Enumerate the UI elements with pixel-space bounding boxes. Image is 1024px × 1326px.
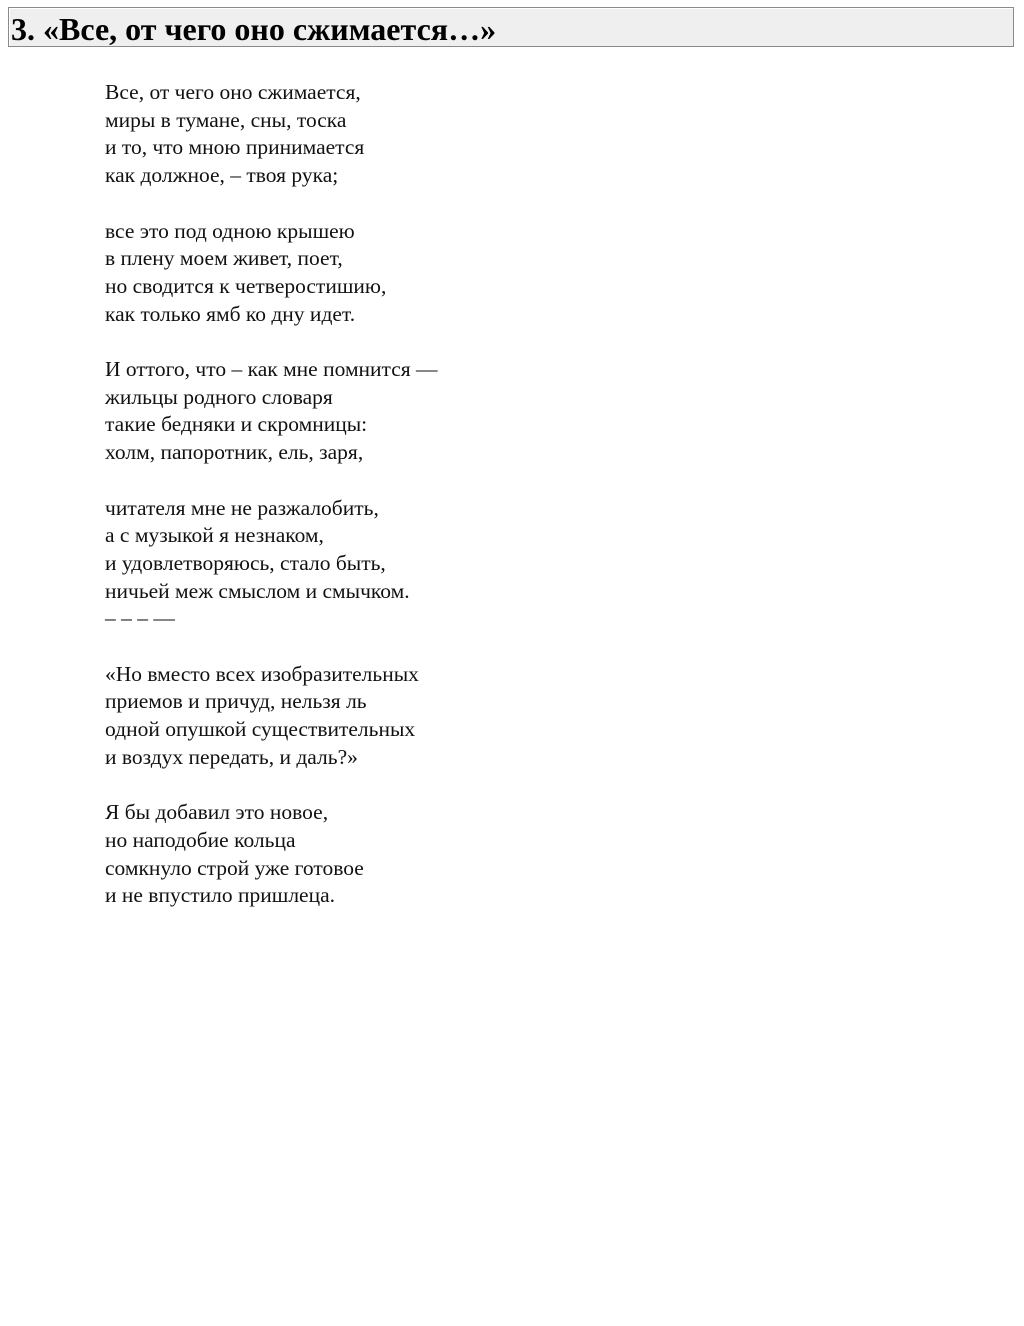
stanza [105, 356, 905, 467]
stanza [105, 495, 905, 634]
poem-line: как только ямб ко дну идет. [105, 301, 356, 326]
stanza [105, 799, 905, 910]
poem-line: и воздух передать, и даль?» [105, 744, 358, 769]
poem-body [105, 79, 905, 910]
poem-line: одной опушкой существительных [105, 717, 416, 742]
poem-line: и не впустило пришлеца. [105, 883, 336, 908]
section-header [8, 7, 1014, 47]
stanza [105, 661, 905, 772]
poem-line: все это под одною крышею [105, 218, 355, 243]
poem-line: но сводится к четверостишию, [105, 273, 387, 298]
poem-line: ничьей меж смыслом и смычком. [105, 578, 410, 603]
poem-title: 3. «Все, от чего оно сжимается…» [11, 11, 497, 47]
poem-line: а с музыкой я незнаком, [105, 523, 324, 548]
poem-line: но наподобие кольца [105, 827, 296, 852]
poem-line: приемов и причуд, нельзя ль [105, 689, 367, 714]
poem-line: читателя мне не разжалобить, [105, 495, 379, 520]
poem-line: Я бы добавил это новое, [105, 800, 329, 825]
poem-line: такие бедняки и скромницы: [105, 412, 368, 437]
stanza [105, 79, 905, 190]
poem-line: миры в тумане, сны, тоска [105, 107, 347, 132]
stanza [105, 218, 905, 329]
poem-line: и удовлетворяюсь, стало быть, [105, 550, 386, 575]
poem-line: «Но вместо всех изобразительных [105, 661, 419, 686]
poem-line: жильцы родного словаря [105, 384, 333, 409]
poem-line: холм, папоротник, ель, заря, [105, 440, 364, 465]
poem-line: Все, от чего оно сжимается, [105, 80, 361, 104]
poem-line: в плену моем живет, поет, [105, 246, 343, 271]
poem-line: И оттого, что – как мне помнится — [105, 357, 438, 381]
section-divider: – – – — [105, 606, 175, 631]
poem-line: сомкнуло строй уже готовое [105, 855, 364, 880]
poem-line: как должное, – твоя рука; [105, 163, 339, 188]
poem-line: и то, что мною принимается [105, 135, 365, 160]
